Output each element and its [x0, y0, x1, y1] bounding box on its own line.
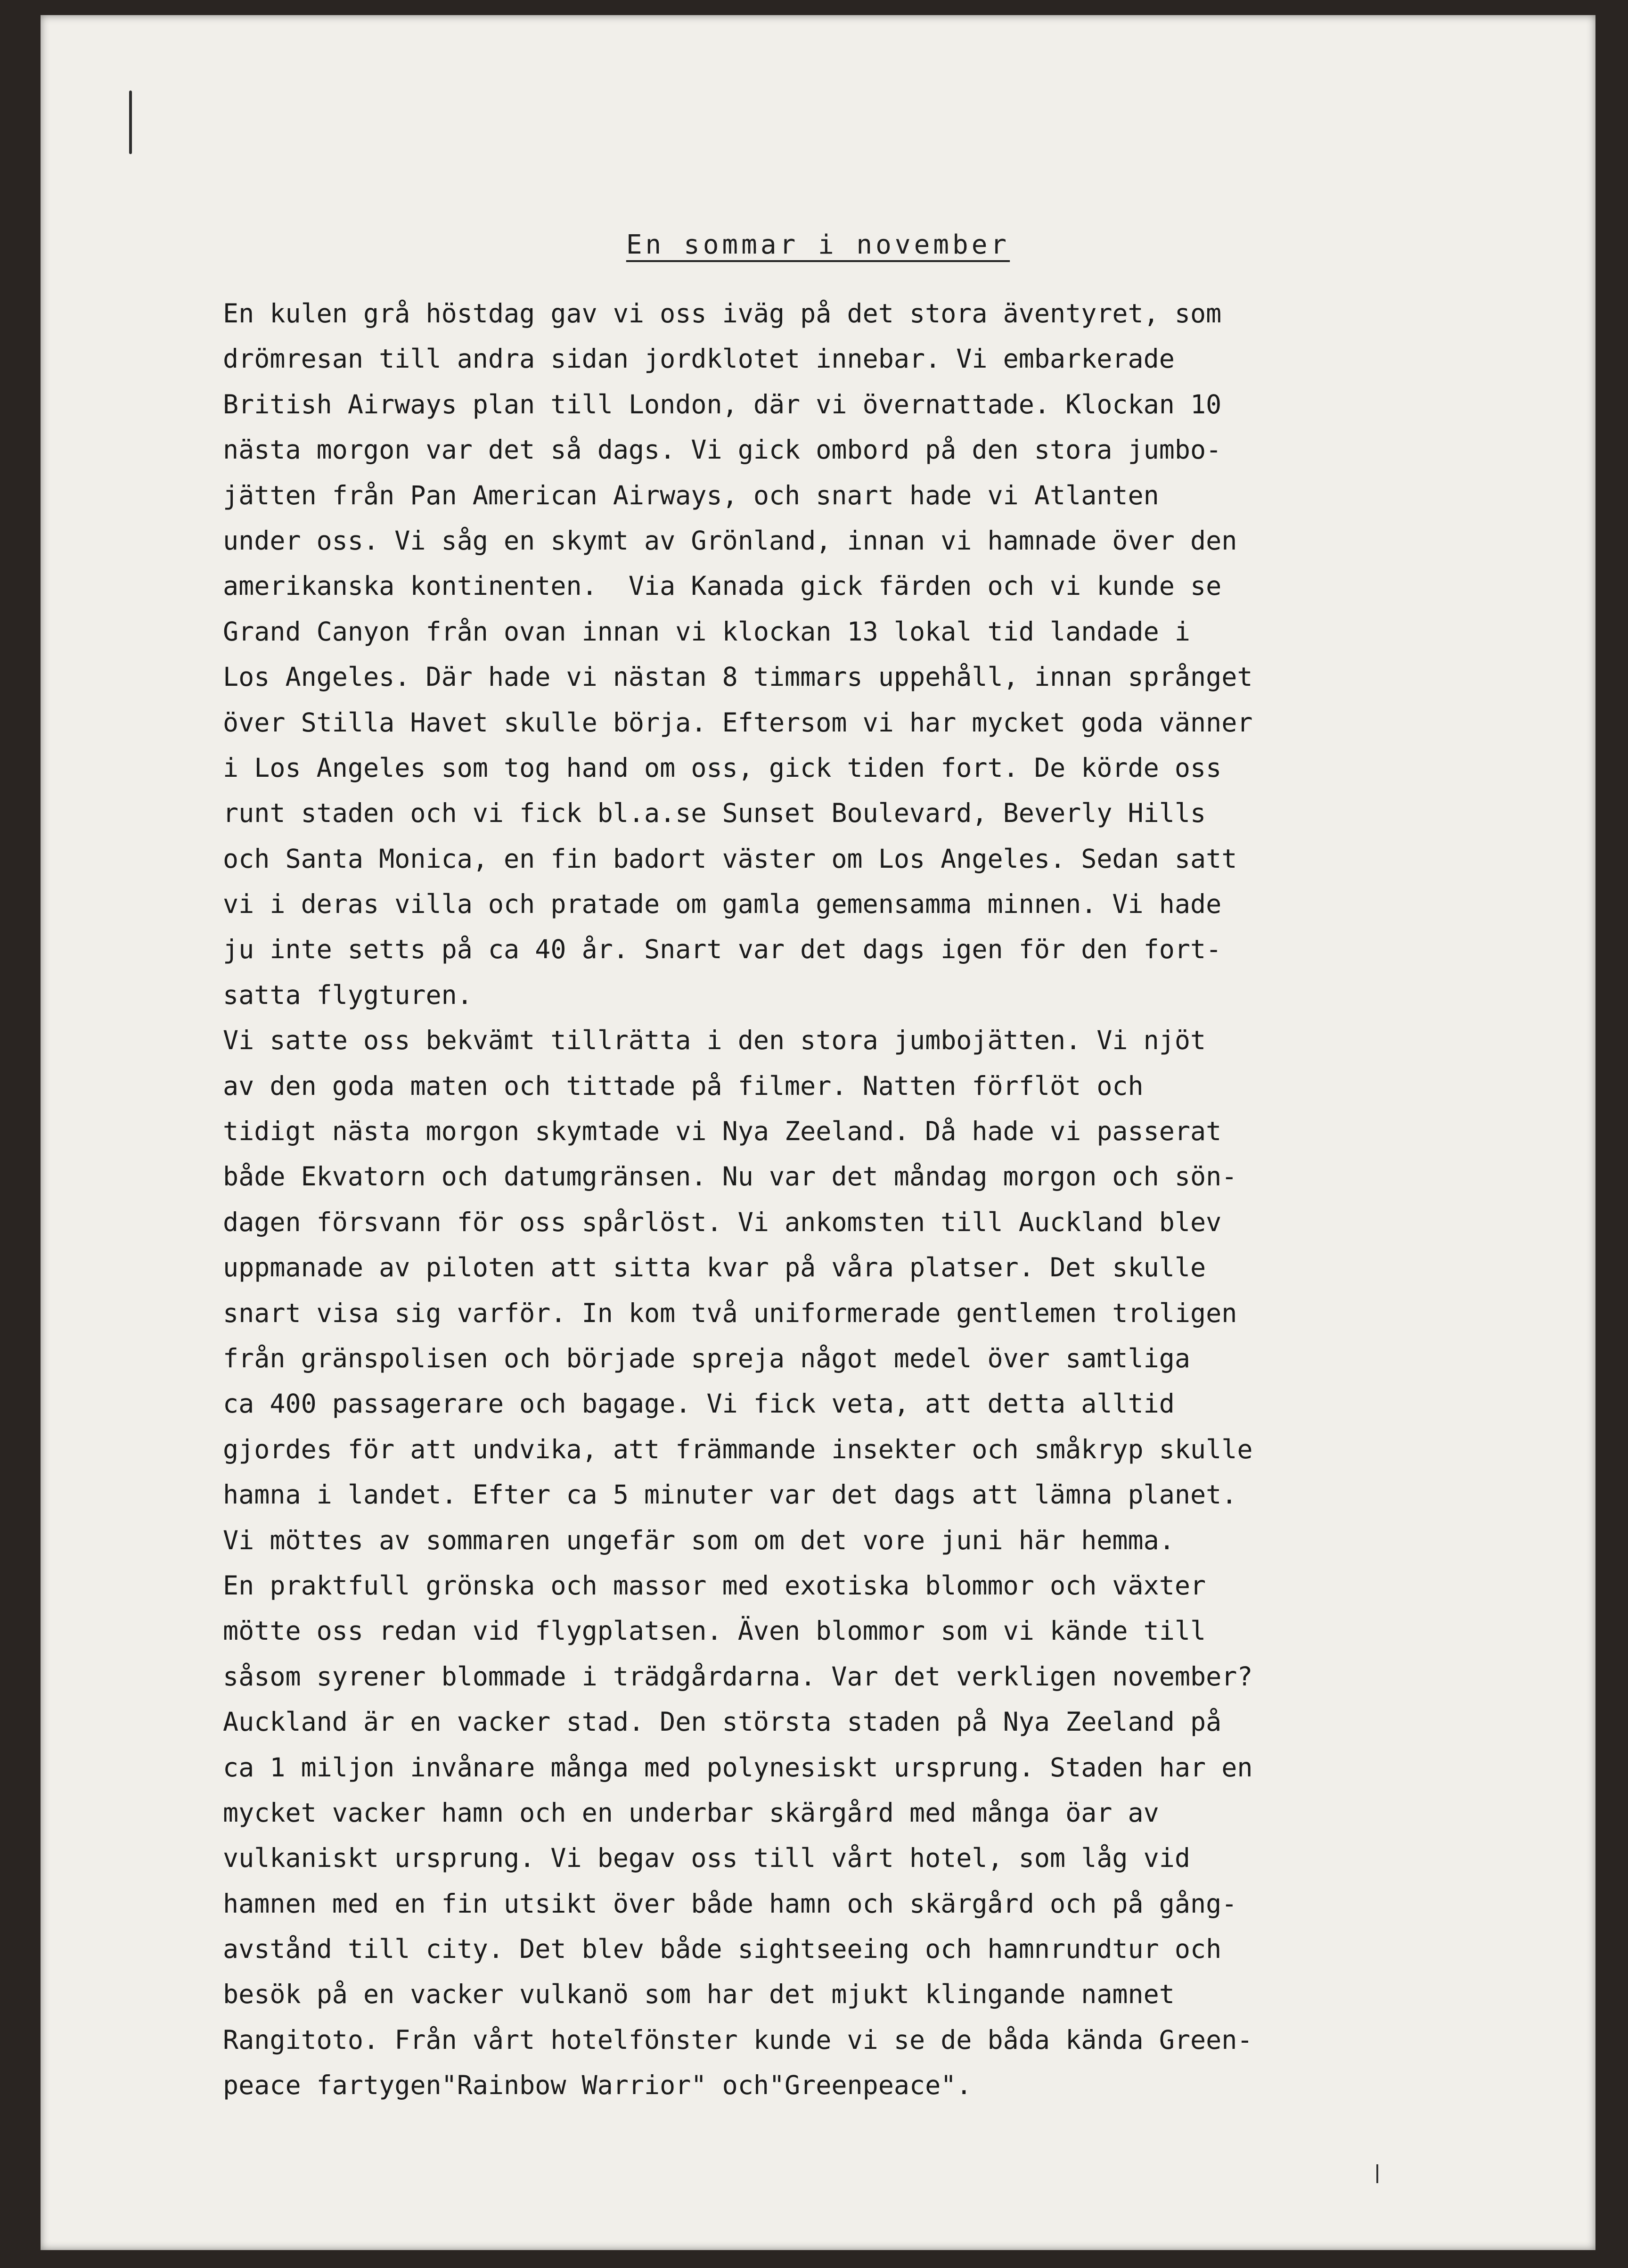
text-line: vulkaniskt ursprung. Vi begav oss till vårt hotel, som låg vid: [223, 1843, 1190, 1874]
text-line: gjordes för att undvika, att främmande insekter och småkryp skulle: [223, 1434, 1253, 1464]
text-line: såsom syrener blommade i trädgårdarna. Var det verkligen november?: [223, 1661, 1253, 1692]
text-line: uppmanade av piloten att sitta kvar på våra platser. Det skulle: [223, 1252, 1206, 1283]
text-line: mycket vacker hamn och en underbar skärgård med många öar av: [223, 1797, 1159, 1828]
text-line: Vi möttes av sommaren ungefär som om det vore juni här hemma.: [223, 1525, 1175, 1555]
end-mark: [1376, 2164, 1378, 2183]
text-line: dagen försvann för oss spårlöst. Vi ankomsten till Auckland blev: [223, 1207, 1222, 1237]
document-page: [41, 15, 1595, 2250]
text-line: ca 400 passagerare och bagage. Vi fick veta, att detta alltid: [223, 1389, 1175, 1419]
text-line: snart visa sig varför. In kom två uniformerade gentlemen troligen: [223, 1298, 1237, 1328]
text-line: British Airways plan till London, där vi övernattade. Klockan 10: [223, 389, 1222, 419]
text-line: och Santa Monica, en fin badort väster om Los Angeles. Sedan satt: [223, 843, 1237, 874]
page-title: [41, 232, 1595, 258]
text-line: nästa morgon var det så dags. Vi gick ombord på den stora jumbo-: [223, 435, 1222, 465]
text-line: ca 1 miljon invånare många med polynesiskt ursprung. Staden har en: [223, 1752, 1253, 1783]
text-line: runt staden och vi fick bl.a.se Sunset Boulevard, Beverly Hills: [223, 798, 1206, 829]
text-line: ju inte setts på ca 40 år. Snart var det dags igen för den fort-: [223, 934, 1222, 965]
text-line: En praktfull grönska och massor med exotiska blommor och växter: [223, 1570, 1206, 1601]
margin-mark: [129, 90, 132, 154]
text-line: amerikanska kontinenten. Via Kanada gick färden och vi kunde se: [223, 571, 1222, 601]
text-line: vi i deras villa och pratade om gamla gemensamma minnen. Vi hade: [223, 889, 1222, 920]
text-line: av den goda maten och tittade på filmer. Natten förflöt och: [223, 1070, 1144, 1101]
text-line: hamnen med en fin utsikt över både hamn och skärgård och på gång-: [223, 1888, 1237, 1919]
text-line: peace fartygen"Rainbow Warrior" och"Greenpeace".: [223, 2070, 972, 2101]
text-line: Los Angeles. Där hade vi nästan 8 timmars uppehåll, innan språnget: [223, 662, 1253, 692]
text-line: tidigt nästa morgon skymtade vi Nya Zeeland. Då hade vi passerat: [223, 1116, 1222, 1147]
text-line: En kulen grå höstdag gav vi oss iväg på det stora äventyret, som: [223, 298, 1222, 329]
text-line: avstånd till city. Det blev både sightseeing och hamnrundtur och: [223, 1934, 1222, 1964]
text-line: från gränspolisen och började spreja något medel över samtliga: [223, 1343, 1190, 1373]
text-line: både Ekvatorn och datumgränsen. Nu var det måndag morgon och sön-: [223, 1161, 1237, 1192]
text-line: över Stilla Havet skulle börja. Eftersom vi har mycket goda vänner: [223, 707, 1253, 738]
text-line: Auckland är en vacker stad. Den största staden på Nya Zeeland på: [223, 1707, 1222, 1737]
page-title-text: En sommar i november: [626, 230, 1010, 260]
text-line: hamna i landet. Efter ca 5 minuter var det dags att lämna planet.: [223, 1479, 1237, 1510]
text-line: drömresan till andra sidan jordklotet innebar. Vi embarkerade: [223, 344, 1175, 374]
text-line: i Los Angeles som tog hand om oss, gick tiden fort. De körde oss: [223, 752, 1222, 783]
text-line: besök på en vacker vulkanö som har det mjukt klingande namnet: [223, 1979, 1175, 2010]
text-line: Vi satte oss bekvämt tillrätta i den stora jumbojätten. Vi njöt: [223, 1025, 1206, 1056]
body-text: [223, 291, 1542, 2108]
text-line: mötte oss redan vid flygplatsen. Även blommor som vi kände till: [223, 1616, 1206, 1646]
text-line: satta flygturen.: [223, 979, 473, 1010]
text-line: jätten från Pan American Airways, och snart hade vi Atlanten: [223, 480, 1159, 510]
text-line: Grand Canyon från ovan innan vi klockan 13 lokal tid landade i: [223, 616, 1190, 647]
text-line: Rangitoto. Från vårt hotelfönster kunde vi se de båda kända Green-: [223, 2024, 1253, 2055]
text-line: under oss. Vi såg en skymt av Grönland, innan vi hamnade över den: [223, 525, 1237, 556]
